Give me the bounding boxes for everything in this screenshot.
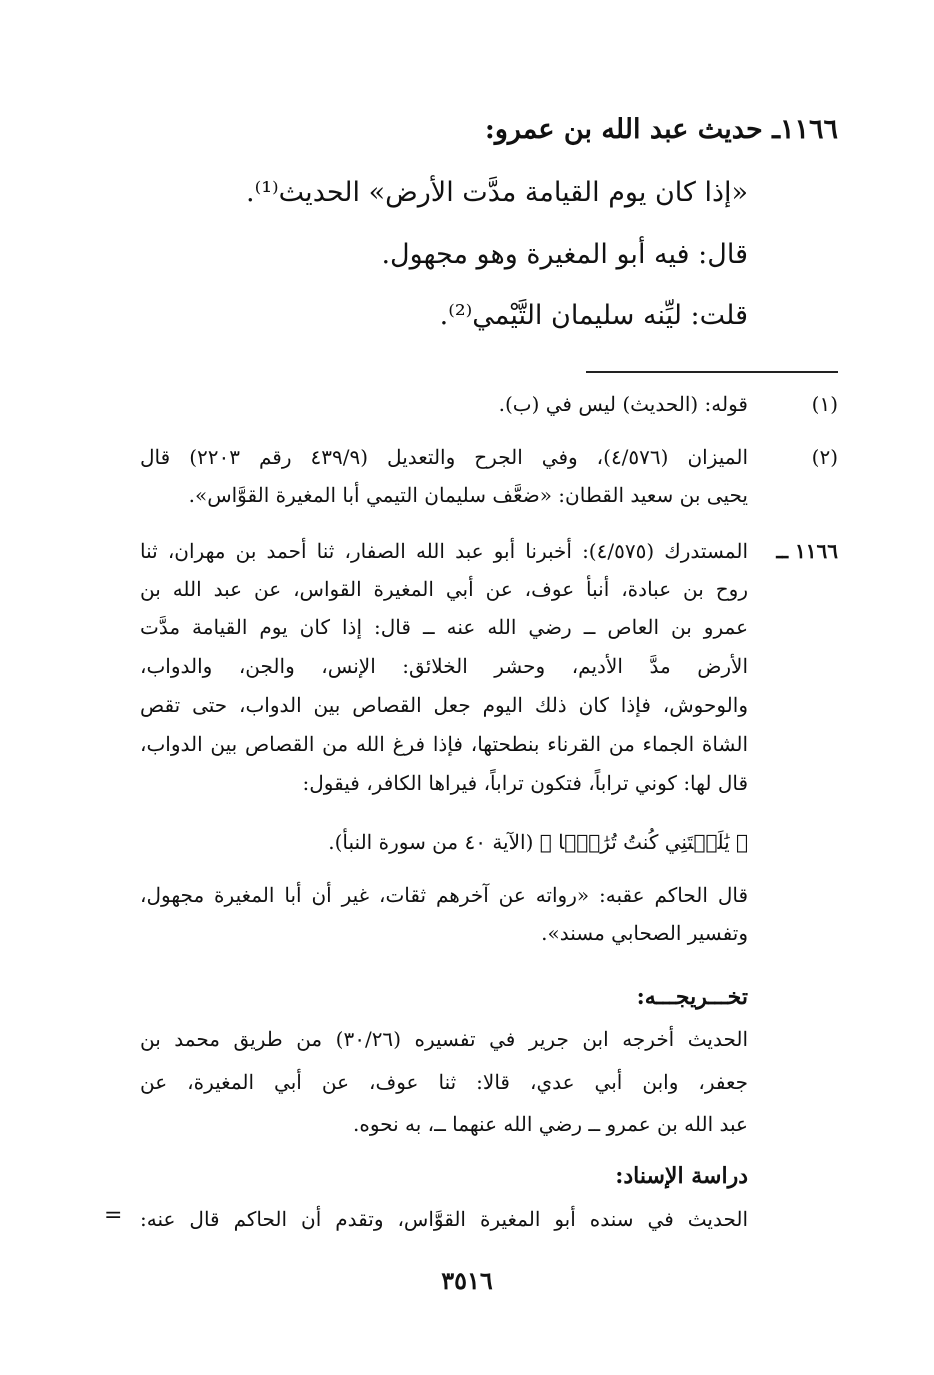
isnad-line-1: الحديث في سنده أبو المغيرة القوَّاس، وتقدم أن الحاكم قال عنه:: [140, 1207, 748, 1231]
entry-heading: [140, 112, 838, 148]
footnote-2-line-2: يحيى بن سعيد القطان: «ضعَّف سليمان التيمي أبا المغيرة القوَّاس».: [188, 483, 748, 507]
entry-qultu: قلت: ليِّنه سليمان التَّيْمي⁽²⁾.: [439, 300, 748, 331]
commentary-line-3: عمرو بن العاص ــ رضي الله عنه ــ قال: إذا كان يوم القيامة مدَّت: [140, 615, 748, 639]
footnote-separator: [586, 371, 838, 373]
takhrij-heading: تخـــريجـــه:: [636, 984, 748, 1010]
commentary-line-1: المستدرك (٤/٥٧٥): أخبرنا أبو عبد الله الصفار، ثنا أحمد بن مهران، ثنا: [140, 539, 749, 563]
commentary-line-2: روح بن عبادة، أنبأ عوف، عن أبي المغيرة القواس، عن عبد الله بن: [140, 577, 748, 601]
entry-title: حديث عبد الله بن عمرو:: [484, 114, 763, 145]
entry-qala: قال: فيه أبو المغيرة وهو مجهول.: [381, 239, 748, 270]
quran-verse-line: ﴿ يَٰلَيۡتَنِي كُنتُ تُرَٰبَۢا ﴾ (الآية ٤٠ من سورة النبأ).: [328, 830, 748, 854]
footnote-1-marker: (١): [811, 392, 838, 416]
footnote-2-marker: (٢): [811, 445, 838, 469]
commentary-line-4: الأرض مدَّ الأديم، وحشر الخلائق: الإنس، والجن، والدواب،: [140, 654, 748, 678]
isnad-heading: دراسة الإسناد:: [615, 1163, 748, 1189]
continuation-mark: =: [104, 1203, 123, 1228]
entry-number: ١١٦٦ـ: [772, 114, 838, 145]
hakim-line-2: وتفسير الصحابي مسند».: [541, 921, 748, 945]
takhrij-line-2: جعفر، وابن أبي عدي، قالا: ثنا عوف، عن أبي المغيرة، عن: [140, 1070, 748, 1094]
entry-hadith: «إذا كان يوم القيامة مدَّت الأرض» الحديث⁽¹⁾.: [245, 177, 748, 208]
footnote-1-text: قوله: (الحديث) ليس في (ب).: [498, 392, 748, 416]
commentary-number: ١١٦٦ ــ: [776, 539, 838, 563]
page-number: ٣٥١٦: [441, 1266, 493, 1295]
footnote-2-line-1: الميزان (٤/٥٧٦)، وفي الجرح والتعديل (٤٣٩/٩ رقم ٢٢٠٣) قال: [140, 445, 748, 469]
commentary-line-7: قال لها: كوني تراباً، فتكون تراباً، فيراها الكافر، فيقول:: [302, 771, 748, 795]
commentary-line-6: الشاة الجماء من القرناء بنطحتها، فإذا فرغ الله من القصاص بين الدواب،: [140, 732, 748, 756]
takhrij-line-3: عبد الله بن عمرو ــ رضي الله عنهما ــ، به نحوه.: [353, 1112, 748, 1136]
hakim-line-1: قال الحاكم عقبه: «رواته عن آخرهم ثقات، غير أن أبا المغيرة مجهول،: [140, 883, 748, 907]
takhrij-line-1: الحديث أخرجه ابن جرير في تفسيره (٣٠/٢٦) من طريق محمد بن: [140, 1027, 749, 1051]
commentary-line-5: والوحوش، فإذا كان ذلك اليوم جعل القصاص بين الدواب، حتى تقص: [140, 693, 748, 717]
